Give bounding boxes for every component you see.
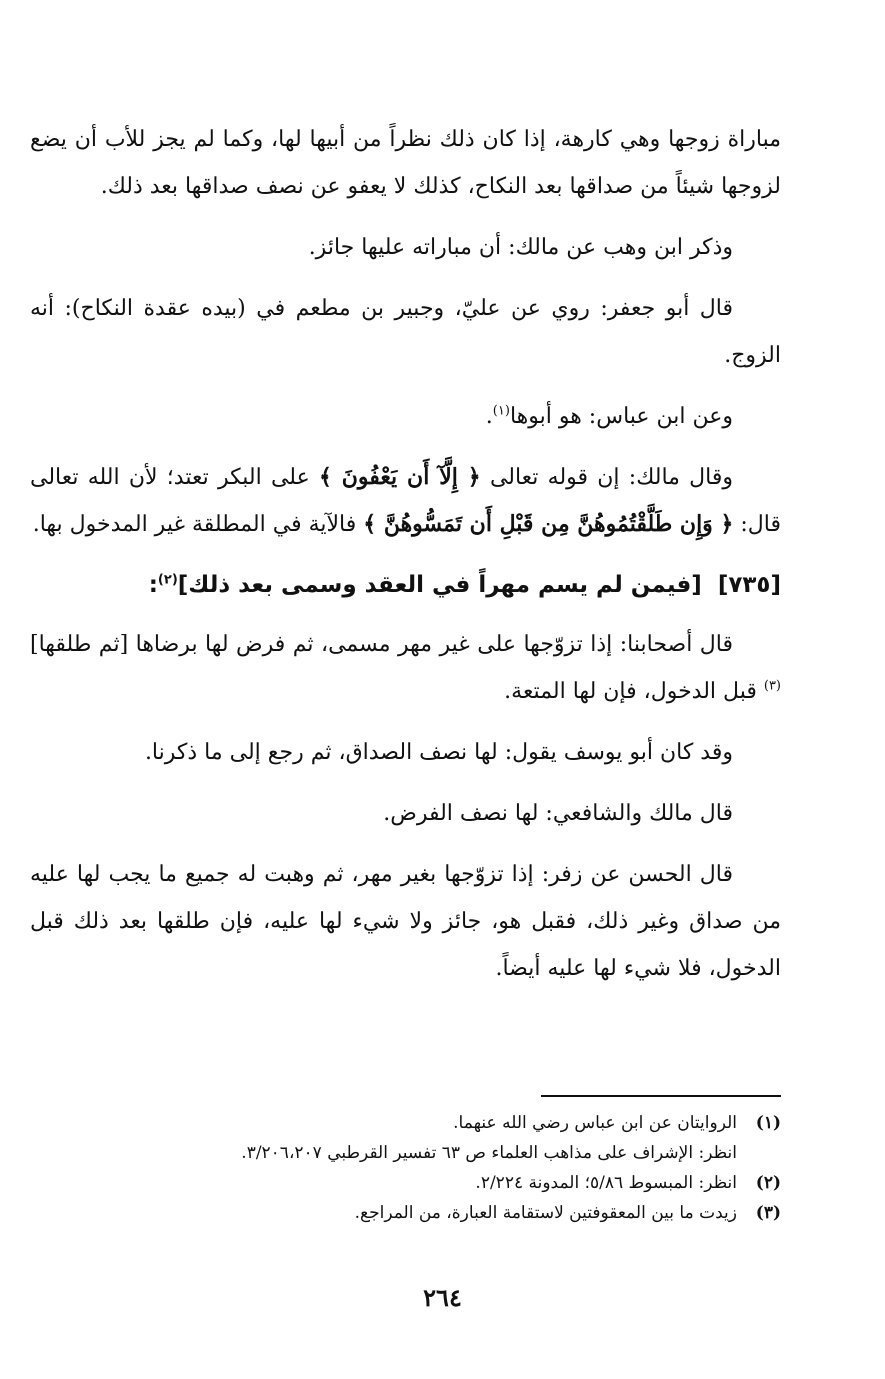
paragraph-5 <box>30 454 781 548</box>
page-number: ٢٦٤ <box>423 1283 462 1312</box>
section-title: [فيمن لم يسم مهراً في العقد وسمى بعد ذلك] <box>177 572 702 598</box>
footnote-text: الروايتان عن ابن عباس رضي الله عنهما. <box>453 1113 737 1133</box>
paragraph-1 <box>30 116 781 210</box>
paragraph-9 <box>30 851 781 992</box>
footnote-text: انظر: الإشراف على مذاهب العلماء ص ٦٣ تفسير القرطبي ٣/٢٠٦،٢٠٧. <box>241 1143 737 1163</box>
footnote-ref-1: (١) <box>492 403 510 419</box>
footnote-number: (٢) <box>755 1173 781 1193</box>
footnote-number: (١) <box>755 1113 781 1133</box>
quran-quote-2: ﴿ وَإِن طَلَّقْتُمُوهُنَّ مِن قَبْلِ أَن تَمَسُّوهُنَّ ﴾ <box>363 511 734 537</box>
paragraph-8 <box>30 790 781 837</box>
paragraph-2-text: وذكر ابن وهب عن مالك: أن مباراته عليها جائز. <box>308 235 733 260</box>
paragraph-7 <box>30 729 781 776</box>
footnote-item <box>30 1138 781 1168</box>
footnote-text: انظر: المبسوط ٥/٨٦؛ المدونة ٢/٢٢٤. <box>475 1173 737 1193</box>
paragraph-6 <box>30 621 781 715</box>
footnote-item <box>30 1108 781 1138</box>
footnote-ref-3: (٣) <box>763 678 781 694</box>
footnotes <box>30 1108 781 1228</box>
paragraph-4-text: وعن ابن عباس: هو أبوها <box>509 404 733 429</box>
paragraph-4-end: . <box>485 404 493 429</box>
footnote-number <box>737 1138 781 1168</box>
paragraph-8-text: قال مالك والشافعي: لها نصف الفرض. <box>383 801 733 826</box>
footnote-number: (٣) <box>755 1203 781 1223</box>
paragraph-5-text-c: فالآية في المطلقة غير المدخول بها. <box>32 512 357 537</box>
section-heading-end: : <box>148 572 158 598</box>
footnote-text: زيدت ما بين المعقوفتين لاستقامة العبارة، من المراجع. <box>354 1203 737 1223</box>
paragraph-5-text-b: على البكر تعتد؛ لأن الله تعالى قال: <box>30 465 781 537</box>
paragraph-5-text-a: وقال مالك: إن قوله تعالى <box>489 465 734 490</box>
footnote-item <box>30 1168 781 1198</box>
paragraph-2 <box>30 224 781 271</box>
quran-quote-1: ﴿ إِلَّآ أَن يَعْفُونَ ﴾ <box>318 464 481 490</box>
paragraph-6-text-a: قال أصحابنا: إذا تزوّجها على غير مهر مسمى، ثم فرض لها برضاها [ثم طلقها] <box>30 632 733 657</box>
paragraph-3-text: قال أبو جعفر: روي عن عليّ، وجبير بن مطعم في (بيده عقدة النكاح): أنه الزوج. <box>30 296 781 368</box>
paragraph-7-text: وقد كان أبو يوسف يقول: لها نصف الصداق، ثم رجع إلى ما ذكرنا. <box>144 740 733 765</box>
paragraph-3 <box>30 285 781 379</box>
paragraph-4 <box>30 393 781 440</box>
section-number: [٧٣٥] <box>717 572 781 598</box>
section-heading <box>30 562 781 609</box>
footnote-separator <box>541 1095 781 1097</box>
footnote-item <box>30 1198 781 1228</box>
main-text <box>30 116 781 1006</box>
footnote-ref-2: (٢) <box>157 572 178 588</box>
paragraph-6-text-b: قبل الدخول، فإن لها المتعة. <box>504 679 757 704</box>
paragraph-9-text: قال الحسن عن زفر: إذا تزوّجها بغير مهر، ثم وهبت له جميع ما يجب لها عليه من صداق وغير ذلك، فقبل هو، جائز ولا شيء لها عليه، فإن طلقها بعد ذلك قبل الدخول، فلا شيء لها عليه أيضاً. <box>30 862 781 981</box>
paragraph-1-text: مباراة زوجها وهي كارهة، إذا كان ذلك نظراً من أبيها لها، وكما لم يجز للأب أن يضع لزوجها شيئاً من صداقها بعد النكاح، كذلك لا يعفو عن نصف صداقها بعد ذلك. <box>30 127 781 199</box>
